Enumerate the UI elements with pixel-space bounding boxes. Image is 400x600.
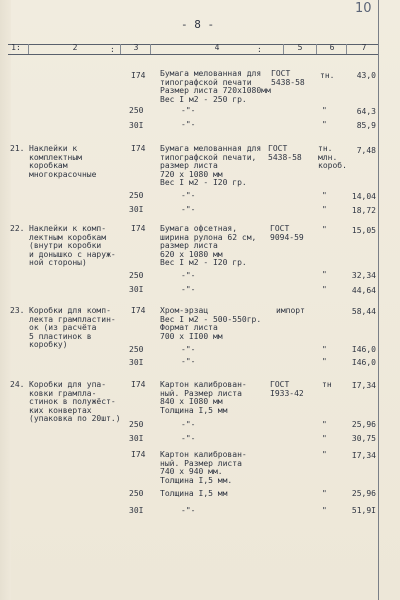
item-number: 23. xyxy=(10,306,25,315)
code-cell: 30I xyxy=(129,506,144,515)
rate-cell: 25,96 xyxy=(351,420,376,429)
unit-cell: тн. млн. короб. xyxy=(318,144,347,171)
column-separator-3 xyxy=(150,44,151,54)
rate-cell: 44,64 xyxy=(351,286,376,295)
material-cell: -"- xyxy=(181,106,196,115)
material-cell: Толщина I,5 мм xyxy=(160,489,228,498)
code-cell: 250 xyxy=(129,345,144,354)
unit-cell: тн xyxy=(322,380,332,389)
rate-cell: 15,05 xyxy=(351,226,376,235)
code-cell: 250 xyxy=(129,271,144,280)
column-number-3: 3 xyxy=(133,43,139,52)
material-cell: -"- xyxy=(181,191,196,200)
code-cell: 250 xyxy=(129,191,144,200)
material-cell: Бумага мелованная для типографской печати Размер листа 720х1080мм Вес I м2 - 250 гр. xyxy=(160,69,271,104)
item-number: 22. xyxy=(10,224,25,233)
unit-cell: " xyxy=(322,106,327,115)
code-cell: I74 xyxy=(131,380,146,389)
right-margin-line xyxy=(378,0,379,600)
unit-cell: " xyxy=(322,225,327,234)
unit-cell: " xyxy=(322,450,327,459)
rate-cell: 25,96 xyxy=(351,489,376,498)
rate-cell: 64,3 xyxy=(356,107,376,116)
unit-cell: " xyxy=(322,285,327,294)
column-separator-2 xyxy=(120,44,121,54)
table-header-rule xyxy=(8,54,378,55)
column-separator-5 xyxy=(316,44,317,54)
unit-cell: " xyxy=(322,120,327,129)
code-cell: 250 xyxy=(129,489,144,498)
column-separator-4 xyxy=(283,44,284,54)
column-number-2: 2 xyxy=(72,43,78,52)
code-cell: 250 xyxy=(129,106,144,115)
material-cell: -"- xyxy=(181,506,196,515)
unit-cell: " xyxy=(322,191,327,200)
code-cell: I74 xyxy=(131,144,146,153)
unit-cell: " xyxy=(322,420,327,429)
material-cell: Бумага офсетная, ширина рулона 62 см, размер листа 620 х 1080 мм Вес I м2 - I20 гр. xyxy=(160,224,257,268)
unit-cell: " xyxy=(322,357,327,366)
item-name: Наклейки к комп- лектным коробкам (внутри коробки и донышко с наруж- ной стороны) xyxy=(29,224,116,268)
rate-cell: 43,0 xyxy=(356,71,376,80)
material-cell: -"- xyxy=(181,120,196,129)
column-number-5: 5 xyxy=(297,43,303,52)
code-cell: I74 xyxy=(131,224,146,233)
column-number-7: 7 xyxy=(361,43,367,52)
rate-cell: 14,04 xyxy=(351,192,376,201)
material-cell: Бумага мелованная для типографской печати, размер листа 720 х 1080 мм Вес I м2 - I20 гр. xyxy=(160,144,262,188)
material-cell: -"- xyxy=(181,357,196,366)
unit-cell: " xyxy=(322,205,327,214)
rate-cell: I46,0 xyxy=(351,345,376,354)
material-cell: Картон калиброван- ный. Размер листа 840 х I080 мм Толщина I,5 мм xyxy=(160,380,247,415)
column-number-4: 4 xyxy=(214,43,220,52)
page-number: - 8 - xyxy=(181,18,215,31)
item-number: 24. xyxy=(10,380,25,389)
unit-cell: " xyxy=(322,506,327,515)
standard-cell: ГОСТ I933-42 xyxy=(270,380,304,398)
column-number-1: 1: xyxy=(11,43,21,52)
archive-number: 10 xyxy=(355,1,372,16)
item-name: Наклейки к комплектным коробкам многокрасочные xyxy=(29,144,97,179)
column-separator-6 xyxy=(346,44,347,54)
standard-cell: импорт xyxy=(276,306,305,315)
material-cell: -"- xyxy=(181,345,196,354)
unit-cell: " xyxy=(322,434,327,443)
code-cell: 30I xyxy=(129,121,144,130)
code-cell: 30I xyxy=(129,285,144,294)
rate-cell: 85,9 xyxy=(356,121,376,130)
column-colon: : xyxy=(257,45,262,54)
code-cell: 30I xyxy=(129,358,144,367)
rate-cell: 18,72 xyxy=(351,206,376,215)
material-cell: -"- xyxy=(181,271,196,280)
column-number-6: 6 xyxy=(329,43,335,52)
item-number: 21. xyxy=(10,144,25,153)
material-cell: -"- xyxy=(181,285,196,294)
unit-cell: " xyxy=(322,345,327,354)
rate-cell: 51,9I xyxy=(351,506,376,515)
material-cell: -"- xyxy=(181,434,196,443)
rate-cell: 30,75 xyxy=(351,434,376,443)
rate-cell: I7,34 xyxy=(351,381,376,390)
column-separator-1 xyxy=(28,44,29,54)
code-cell: 250 xyxy=(129,420,144,429)
rate-cell: 32,34 xyxy=(351,271,376,280)
rate-cell: 58,44 xyxy=(351,307,376,316)
code-cell: 30I xyxy=(129,434,144,443)
standard-cell: ГОСТ 5438-58 xyxy=(268,144,302,162)
item-name: Коробки для упа- ковки грампла- стинок в полужёст- ких конвертах (упаковка по 20шт.) xyxy=(29,380,121,424)
paper-edge xyxy=(0,0,11,600)
material-cell: -"- xyxy=(181,420,196,429)
item-name: Коробки для комп- лекта грампластин- ок (из расчёта 5 пластинок в коробку) xyxy=(29,306,116,350)
rate-cell: 7,48 xyxy=(356,146,376,155)
code-cell: I74 xyxy=(131,71,146,80)
standard-cell: ГОСТ 9094-59 xyxy=(270,224,304,242)
code-cell: I74 xyxy=(131,306,146,315)
code-cell: I74 xyxy=(131,450,146,459)
material-cell: Хром-эрзац Вес I м2 - 500-550гр. Формат листа 700 х II00 мм xyxy=(160,306,262,341)
rate-cell: I46,0 xyxy=(351,358,376,367)
unit-cell: " xyxy=(322,489,327,498)
column-colon: : xyxy=(110,45,115,54)
unit-cell: " xyxy=(322,270,327,279)
code-cell: 30I xyxy=(129,205,144,214)
material-cell: -"- xyxy=(181,205,196,214)
rate-cell: I7,34 xyxy=(351,451,376,460)
material-cell: Картон калиброван- ный. Размер листа 740 х 940 мм. Толщина I,5 мм. xyxy=(160,450,247,485)
unit-cell: тн. xyxy=(320,71,335,80)
standard-cell: ГОСТ 5438-58 xyxy=(271,69,305,87)
